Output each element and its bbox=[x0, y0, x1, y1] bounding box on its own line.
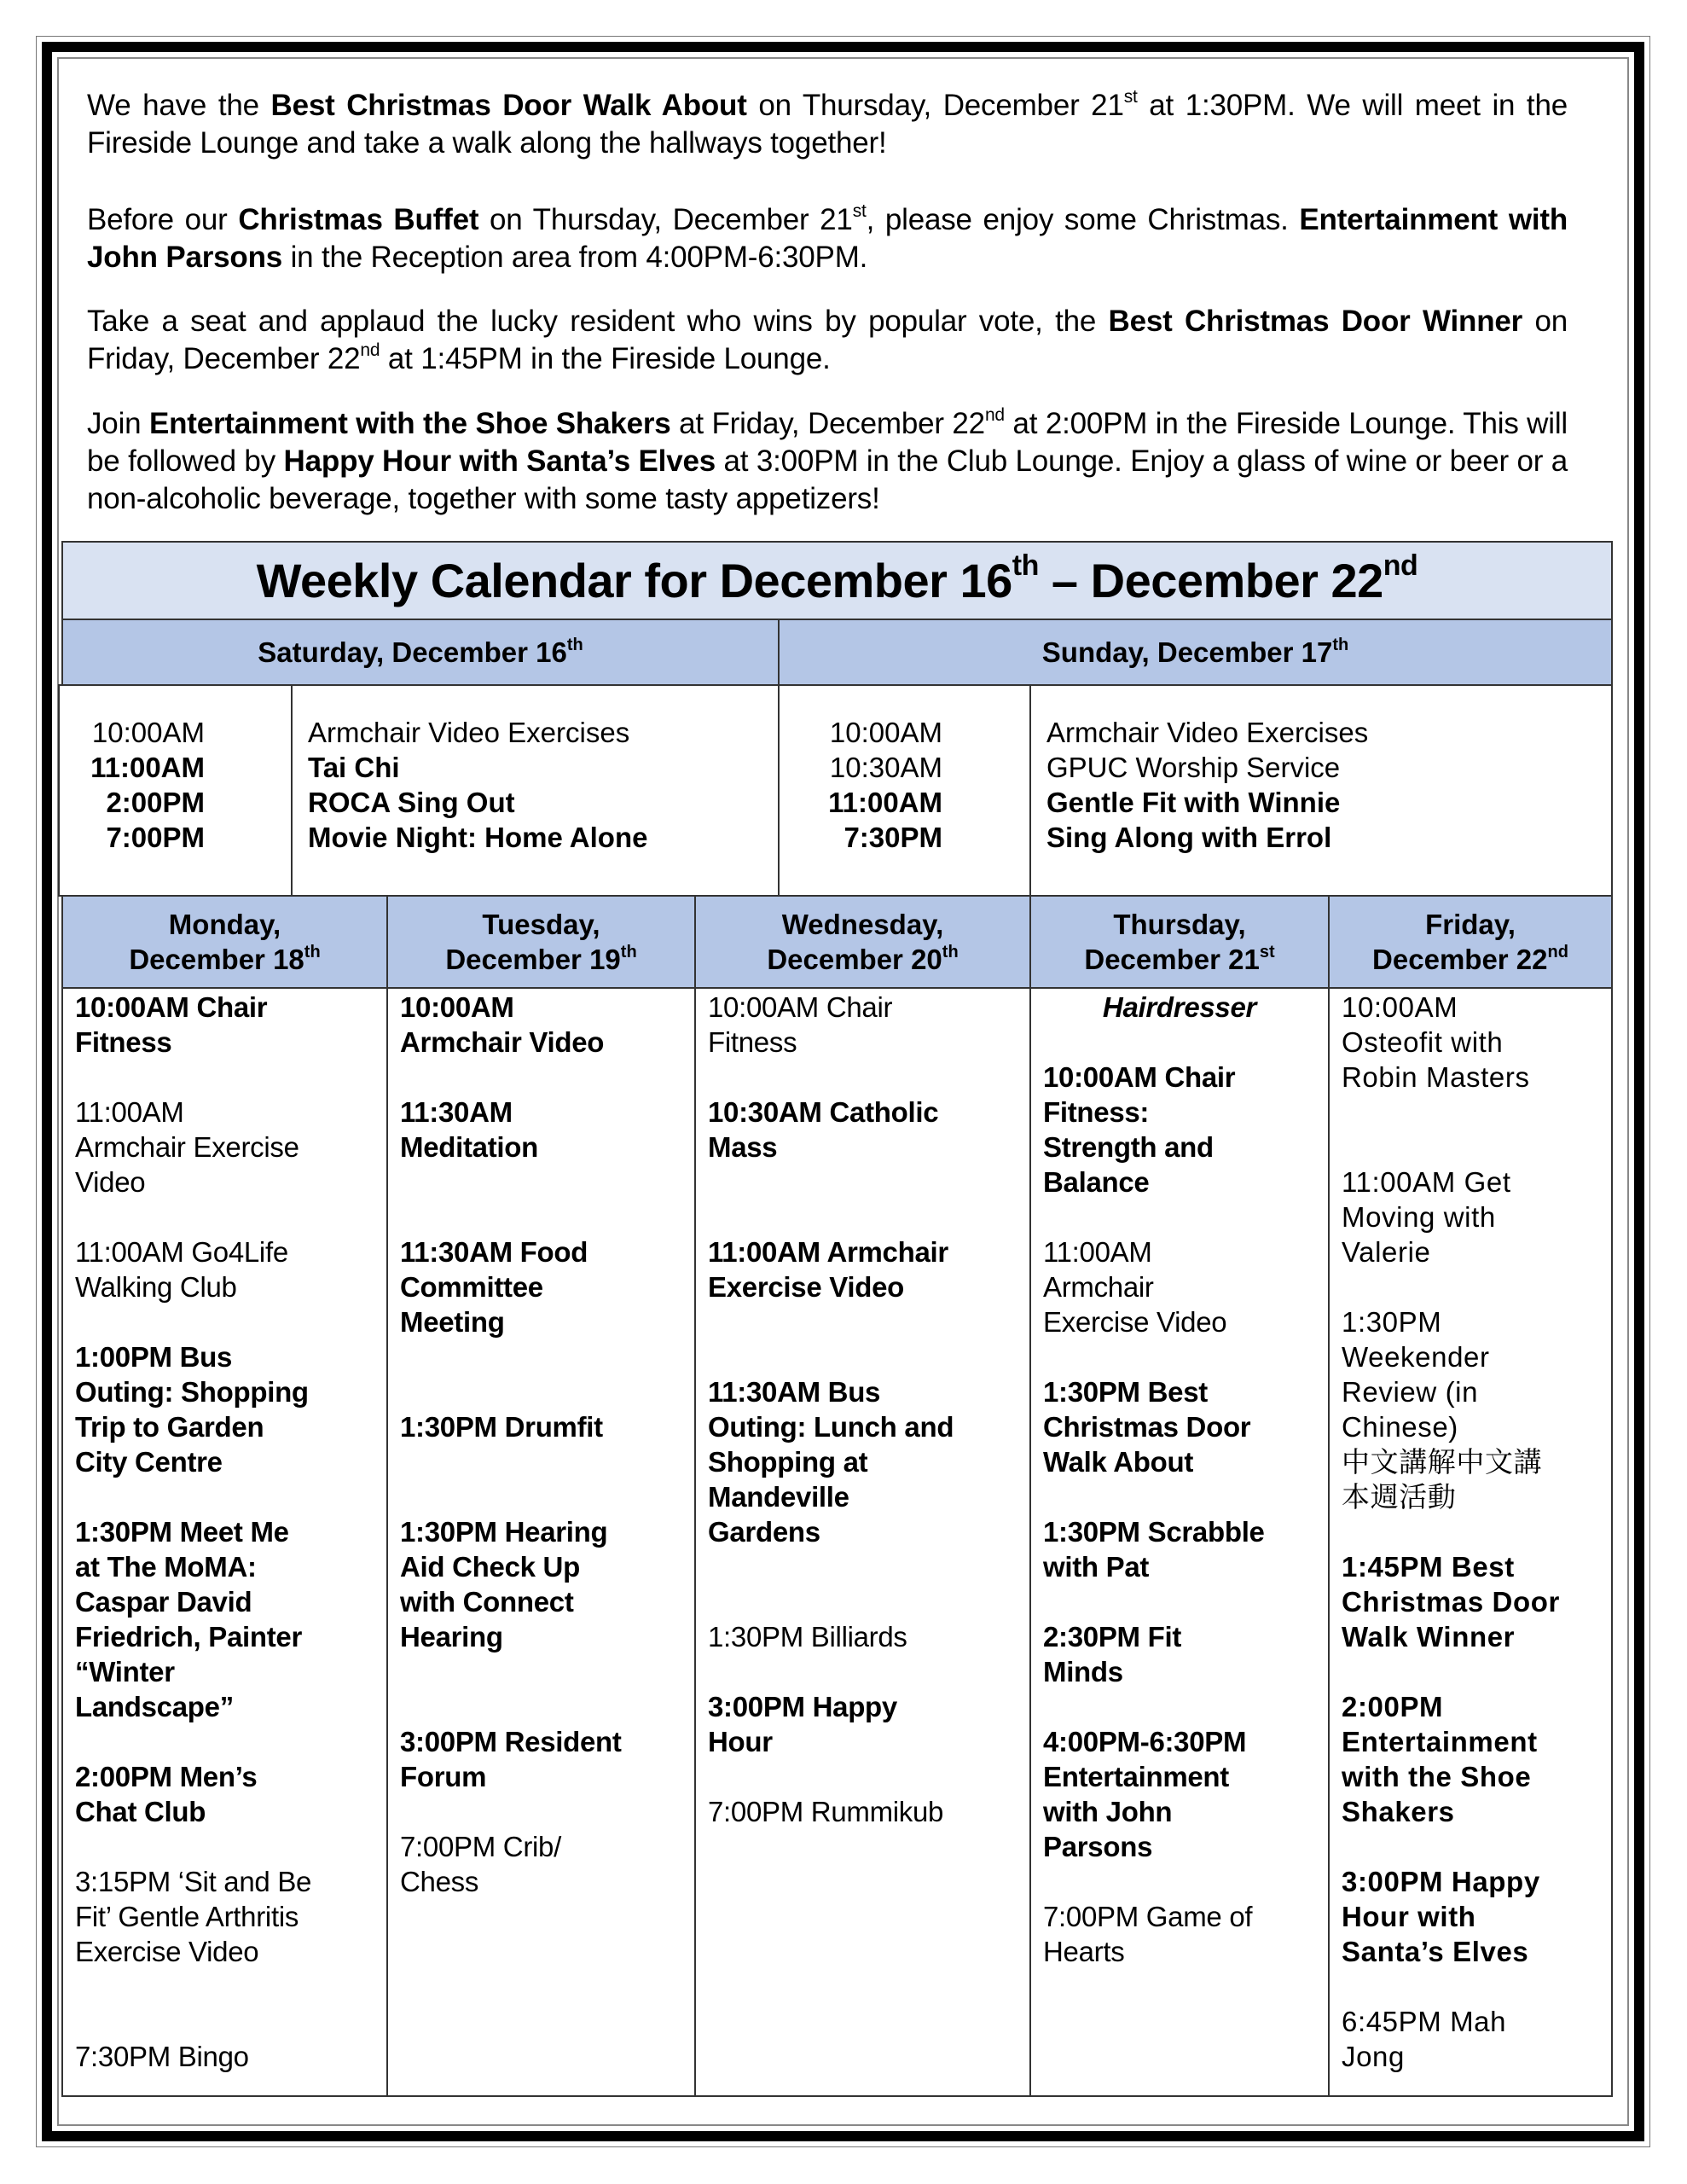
paragraph-text: at Friday, December 22 bbox=[670, 407, 985, 440]
title-sup-start: th bbox=[1012, 549, 1039, 583]
event-line: at The MoMA: bbox=[75, 1551, 257, 1583]
event-line: “Winter bbox=[75, 1656, 175, 1687]
event-line: Fitness bbox=[708, 1026, 797, 1058]
event-line: 10:00AM Chair bbox=[1043, 1061, 1236, 1093]
event-line: 本週活動 bbox=[1342, 1481, 1457, 1513]
ordinal-suffix: st bbox=[1123, 87, 1138, 107]
event-line: Armchair Exercise bbox=[75, 1131, 299, 1163]
event-line: Meeting bbox=[400, 1306, 505, 1338]
event-line: 3:00PM Happy bbox=[1342, 1866, 1540, 1897]
paragraph-text: on Thursday, December 21 bbox=[746, 89, 1124, 122]
paragraph-text: at 2:00PM in the Fireside Lounge. This will be followed by bbox=[87, 407, 1568, 478]
event-line: 10:00AM bbox=[400, 991, 514, 1023]
event-line: Christmas Door bbox=[1043, 1411, 1251, 1443]
event-name: Sing Along with Errol bbox=[1046, 822, 1332, 853]
event-line: Outing: Lunch and bbox=[708, 1411, 954, 1443]
day-header-weekday: Wednesday, bbox=[781, 909, 944, 940]
event-line: 10:30AM Catholic bbox=[708, 1096, 939, 1128]
day-header-tuesday bbox=[386, 895, 696, 989]
paragraph-text: We have the bbox=[87, 89, 271, 122]
highlighted-event: Happy Hour with Santa’s Elves bbox=[283, 444, 716, 478]
event-time: 2:00PM bbox=[106, 787, 205, 818]
event-line: Walk About bbox=[1043, 1446, 1194, 1478]
intro-paragraph-door-winner bbox=[87, 303, 1568, 378]
event-line: 7:00PM Game of bbox=[1043, 1901, 1253, 1932]
event-time: 7:30PM bbox=[844, 822, 942, 853]
title-start: Weekly Calendar for December 16 bbox=[256, 554, 1012, 607]
intro-paragraph-shoe-shakers bbox=[87, 405, 1568, 518]
event-line: Entertainment bbox=[1043, 1761, 1229, 1792]
day-header-sup: th bbox=[566, 636, 583, 654]
event-line: Weekender bbox=[1342, 1341, 1490, 1373]
event-line: 1:30PM bbox=[1342, 1306, 1442, 1338]
day-header-sup: th bbox=[620, 943, 637, 961]
event-line: Armchair Video bbox=[400, 1026, 605, 1058]
day-header-wednesday bbox=[694, 895, 1031, 989]
event-name: ROCA Sing Out bbox=[308, 787, 515, 818]
event-line: 1:30PM Drumfit bbox=[400, 1411, 603, 1443]
day-header-date: December 22 bbox=[1372, 944, 1548, 975]
day-header-monday bbox=[61, 895, 388, 989]
paragraph-text: , please enjoy some Christmas. bbox=[866, 203, 1300, 236]
event-line: 10:00AM Chair bbox=[708, 991, 893, 1023]
event-line: 4:00PM-6:30PM bbox=[1043, 1726, 1247, 1757]
event-line: Santa’s Elves bbox=[1342, 1936, 1529, 1967]
event-line: 10:00AM Chair bbox=[75, 991, 268, 1023]
event-line: 11:30AM Food bbox=[400, 1236, 588, 1268]
event-line: Meditation bbox=[400, 1131, 538, 1163]
event-line: 7:30PM Bingo bbox=[75, 2041, 249, 2072]
event-line: Fit’ Gentle Arthritis bbox=[75, 1901, 299, 1932]
event-time: 10:00AM bbox=[829, 717, 942, 748]
paragraph-text: Join bbox=[87, 407, 149, 440]
event-line: Moving with bbox=[1342, 1201, 1496, 1233]
event-time: 10:30AM bbox=[829, 752, 942, 783]
event-line: 1:30PM Billiards bbox=[708, 1621, 907, 1653]
saturday-times-cell bbox=[58, 684, 293, 897]
event-line: 中文講解中文講 bbox=[1342, 1446, 1543, 1478]
event-line: Hearing bbox=[400, 1621, 503, 1653]
event-line: Mandeville bbox=[708, 1481, 849, 1513]
thursday-events bbox=[1029, 987, 1330, 2097]
event-line: 6:45PM Mah bbox=[1342, 2006, 1507, 2037]
day-header-saturday bbox=[61, 619, 780, 686]
event-line: Christmas Door bbox=[1342, 1586, 1560, 1618]
paragraph-text: on Friday, December 22 bbox=[87, 305, 1568, 375]
ordinal-suffix: nd bbox=[360, 340, 380, 361]
day-header-sup: th bbox=[942, 943, 959, 961]
event-line: 11:00AM Armchair bbox=[708, 1236, 948, 1268]
event-line: Exercise Video bbox=[75, 1936, 259, 1967]
event-time: 11:00AM bbox=[828, 787, 942, 818]
event-line: Osteofit with bbox=[1342, 1026, 1504, 1058]
event-line: 1:30PM Scrabble bbox=[1043, 1516, 1265, 1548]
friday-events bbox=[1328, 987, 1613, 2097]
event-line: 11:30AM Bus bbox=[708, 1376, 881, 1408]
event-line: Forum bbox=[400, 1761, 487, 1792]
event-line: Hairdresser bbox=[1102, 991, 1257, 1023]
day-header-label: Saturday, December 16 bbox=[258, 636, 567, 668]
event-line: Minds bbox=[1043, 1656, 1123, 1687]
event-line: Fitness: bbox=[1043, 1096, 1150, 1128]
event-line: 3:00PM Happy bbox=[708, 1691, 897, 1722]
event-line: 7:00PM Crib/ bbox=[400, 1831, 561, 1862]
event-line: Review (in bbox=[1342, 1376, 1479, 1408]
event-line: Hour bbox=[708, 1726, 773, 1757]
event-line: Entertainment bbox=[1342, 1726, 1538, 1757]
event-line: 1:30PM Best bbox=[1043, 1376, 1208, 1408]
event-line: Jong bbox=[1342, 2041, 1405, 2072]
event-line: Trip to Garden bbox=[75, 1411, 264, 1443]
event-line: Hour with bbox=[1342, 1901, 1476, 1932]
sunday-events-cell bbox=[1029, 684, 1613, 897]
event-line: Fitness bbox=[75, 1026, 172, 1058]
event-line: Exercise Video bbox=[1043, 1306, 1227, 1338]
tuesday-events bbox=[386, 987, 696, 2097]
event-time: 10:00AM bbox=[91, 717, 205, 748]
highlighted-event: Best Christmas Door Walk About bbox=[270, 89, 747, 122]
intro-paragraph-buffet bbox=[87, 201, 1568, 276]
day-header-sup: st bbox=[1259, 943, 1275, 961]
event-name: Movie Night: Home Alone bbox=[308, 822, 648, 853]
paragraph-text: at 1:30PM. We will meet in the Fireside Lounge and take a walk along the hallways together! bbox=[87, 89, 1568, 160]
event-line: 1:00PM Bus bbox=[75, 1341, 233, 1373]
event-line: 11:30AM bbox=[400, 1096, 513, 1128]
event-line: 2:00PM Men’s bbox=[75, 1761, 258, 1792]
event-line: Video bbox=[75, 1166, 146, 1198]
event-name: Armchair Video Exercises bbox=[308, 717, 630, 748]
event-line: 1:45PM Best bbox=[1342, 1551, 1515, 1583]
day-header-date: December 20 bbox=[767, 944, 942, 975]
sunday-times-cell bbox=[778, 684, 1031, 897]
paragraph-text: Take a seat and applaud the lucky resident who wins by popular vote, the bbox=[87, 305, 1109, 338]
day-header-date: December 18 bbox=[129, 944, 304, 975]
paragraph-text: Before our bbox=[87, 203, 239, 236]
title-end: – December 22 bbox=[1038, 554, 1383, 607]
day-header-weekday: Tuesday, bbox=[482, 909, 600, 940]
event-name: Armchair Video Exercises bbox=[1046, 717, 1369, 748]
highlighted-event: Entertainment with John Parsons bbox=[87, 203, 1568, 274]
paragraph-text: at 1:45PM in the Fireside Lounge. bbox=[380, 342, 831, 375]
event-line: 11:00AM Go4Life bbox=[75, 1236, 288, 1268]
event-line: 1:30PM Meet Me bbox=[75, 1516, 289, 1548]
paragraph-text: on Thursday, December 21 bbox=[478, 203, 853, 236]
event-line: Committee bbox=[400, 1271, 543, 1303]
event-time: 7:00PM bbox=[106, 822, 205, 853]
event-line: Outing: Shopping bbox=[75, 1376, 309, 1408]
day-header-date: December 19 bbox=[445, 944, 621, 975]
event-line: 10:00AM bbox=[1342, 991, 1458, 1023]
event-line: 11:00AM bbox=[75, 1096, 184, 1128]
event-name: Tai Chi bbox=[308, 752, 400, 783]
monday-events bbox=[61, 987, 388, 2097]
event-line: Walking Club bbox=[75, 1271, 237, 1303]
event-line: Robin Masters bbox=[1342, 1061, 1530, 1093]
event-name: Gentle Fit with Winnie bbox=[1046, 787, 1341, 818]
event-line: Aid Check Up bbox=[400, 1551, 580, 1583]
intro-paragraph-door-walk bbox=[87, 87, 1568, 162]
event-line: Hearts bbox=[1043, 1936, 1125, 1967]
day-header-label: Sunday, December 17 bbox=[1041, 636, 1333, 668]
event-line: Armchair bbox=[1043, 1271, 1154, 1303]
event-line: Walk Winner bbox=[1342, 1621, 1516, 1653]
event-line: Balance bbox=[1043, 1166, 1150, 1198]
event-line: Parsons bbox=[1043, 1831, 1153, 1862]
ordinal-suffix: st bbox=[852, 201, 867, 222]
calendar-title-text bbox=[256, 549, 1418, 608]
calendar-title bbox=[61, 541, 1613, 620]
event-line: Exercise Video bbox=[708, 1271, 905, 1303]
event-line: Shopping at bbox=[708, 1446, 868, 1478]
day-header-sup: th bbox=[1332, 636, 1349, 654]
event-line: with Pat bbox=[1043, 1551, 1150, 1583]
day-header-date: December 21 bbox=[1084, 944, 1260, 975]
event-line: 3:15PM ‘Sit and Be bbox=[75, 1866, 312, 1897]
event-line: Mass bbox=[708, 1131, 778, 1163]
event-line: with Connect bbox=[400, 1586, 574, 1618]
event-line: 1:30PM Hearing bbox=[400, 1516, 608, 1548]
event-line: 11:00AM bbox=[1043, 1236, 1152, 1268]
event-line: 11:00AM Get bbox=[1342, 1166, 1511, 1198]
event-line: Chat Club bbox=[75, 1796, 206, 1827]
day-header-weekday: Friday, bbox=[1425, 909, 1516, 940]
event-line: Caspar David bbox=[75, 1586, 252, 1618]
event-line: 2:00PM bbox=[1342, 1691, 1444, 1722]
highlighted-event: Entertainment with the Shoe Shakers bbox=[148, 407, 671, 440]
day-header-sup: nd bbox=[1547, 943, 1568, 961]
event-line: Chinese) bbox=[1342, 1411, 1458, 1443]
ordinal-suffix: nd bbox=[984, 405, 1005, 426]
day-header-weekday: Thursday, bbox=[1113, 909, 1246, 940]
highlighted-event: Best Christmas Door Winner bbox=[1108, 305, 1523, 338]
day-header-weekday: Monday, bbox=[168, 909, 281, 940]
event-line: City Centre bbox=[75, 1446, 223, 1478]
wednesday-events bbox=[694, 987, 1031, 2097]
day-header-thursday bbox=[1029, 895, 1330, 989]
event-line: 7:00PM Rummikub bbox=[708, 1796, 944, 1827]
event-time: 11:00AM bbox=[90, 752, 205, 783]
event-line: Strength and bbox=[1043, 1131, 1214, 1163]
event-line: Gardens bbox=[708, 1516, 820, 1548]
event-line: with the Shoe bbox=[1342, 1761, 1532, 1792]
event-line: 2:30PM Fit bbox=[1043, 1621, 1182, 1653]
event-line: Valerie bbox=[1342, 1236, 1431, 1268]
highlighted-event: Christmas Buffet bbox=[238, 203, 479, 236]
day-header-friday bbox=[1328, 895, 1613, 989]
event-line: Landscape” bbox=[75, 1691, 234, 1722]
title-sup-end: nd bbox=[1383, 549, 1418, 583]
day-header-sunday bbox=[778, 619, 1613, 686]
event-name: GPUC Worship Service bbox=[1046, 752, 1341, 783]
event-line: Shakers bbox=[1342, 1796, 1455, 1827]
event-line: Chess bbox=[400, 1866, 479, 1897]
event-line: with John bbox=[1043, 1796, 1173, 1827]
event-line: Friedrich, Painter bbox=[75, 1621, 303, 1653]
event-line: 3:00PM Resident bbox=[400, 1726, 622, 1757]
day-header-sup: th bbox=[304, 943, 321, 961]
saturday-events-cell bbox=[291, 684, 780, 897]
paragraph-text: in the Reception area from 4:00PM-6:30PM. bbox=[282, 241, 868, 274]
paragraph-text: at 3:00PM in the Club Lounge. Enjoy a glass of wine or beer or a non-alcoholic beverage, together with some tasty appetizers! bbox=[87, 444, 1568, 515]
